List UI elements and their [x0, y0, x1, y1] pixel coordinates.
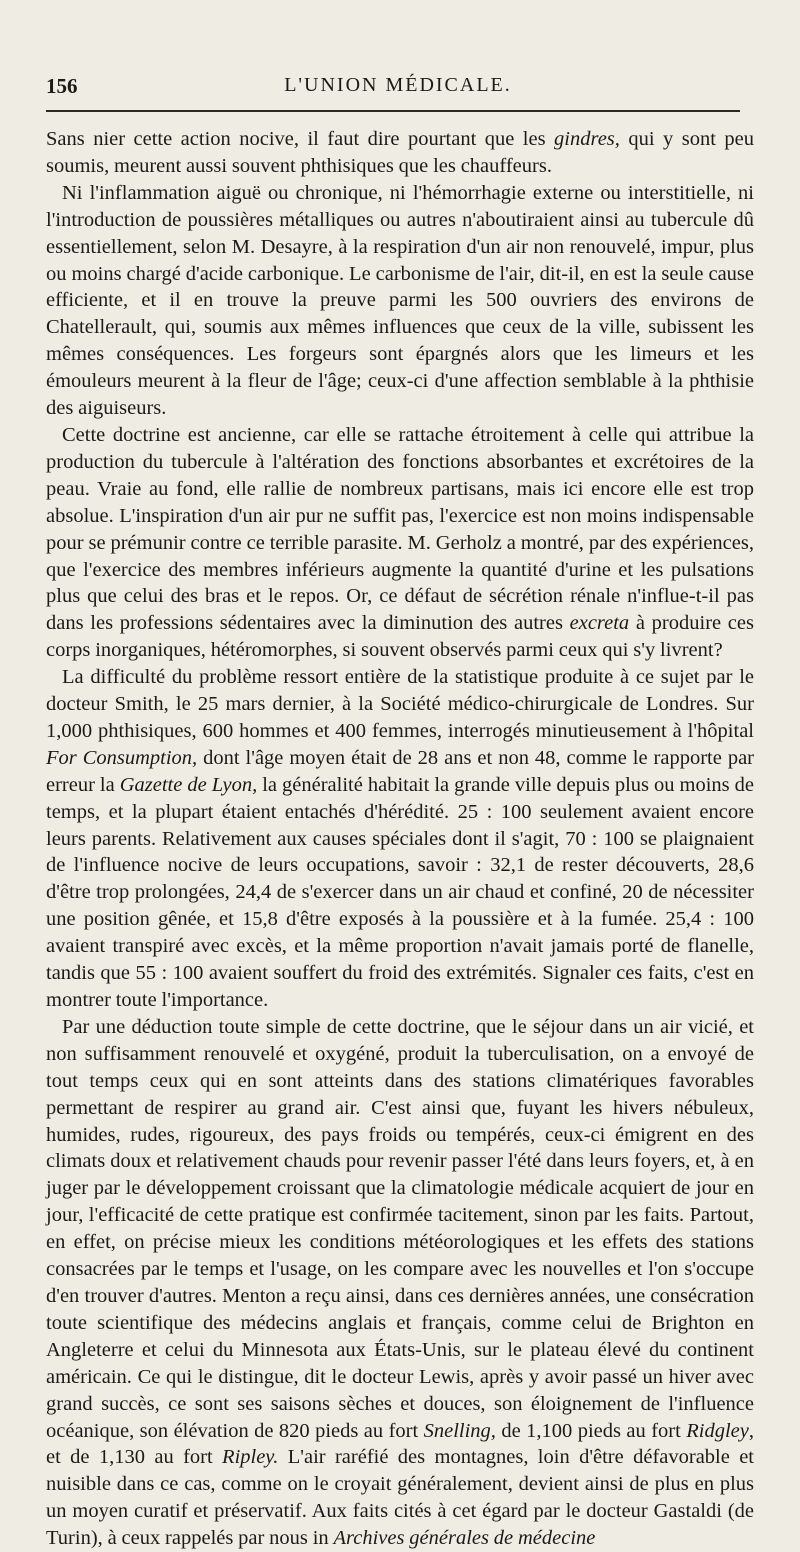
running-title: L'UNION MÉDICALE.	[284, 74, 512, 96]
text-run: Cette doctrine est ancienne, car elle se rattache étroitement à celle qui attribue la production du tubercule à l'altération des fonctions absorbantes et excrétoires de la peau. Vraie au fond, elle rallie de nombreux partisans, mais ici encore elle est trop absolue. L'inspiration d'un air pur ne suffit pas, l'exercice est non moins indispensable pour se prémunir contre ce terrible parasite. M. Gerholz a montré, par des expériences, que l'exercice des membres inférieurs augmente la quantité d'urine et les pulsations plus que celui des bras et le repos. Or, ce défaut de sécrétion rénale n'influe-t-il pas dans les professions sédentaires avec la diminution des autres	[46, 423, 754, 635]
italic-text: Snelling,	[423, 1419, 496, 1442]
body-text	[46, 126, 754, 1552]
italic-text: gindres,	[554, 128, 620, 150]
italic-text: excreta	[569, 612, 630, 635]
text-run: la généralité habitait la grande ville depuis plus ou moins de temps, et la plupart étaient entachés d'hérédité. 25 : 100 seulement avaient encore leurs parents. Relativement aux causes spéciales dont il s'agit, 70 : 100 se plaignaient de l'influence nocive de leurs occupations, savoir : 32,1 de rester découverts, 28,6 d'être trop prolongées, 24,4 de s'exercer dans un air chaud et confiné, 20 de nécessiter une position gênée, et 15,8 d'être exposés à la poussière et à la fumée. 25,4 : 100 avaient transpiré avec excès, et la même proportion n'avait jamais porté de flanelle, tandis que 55 : 100 avaient souffert du froid des extrémités. Signaler ces faits, c'est en montrer toute l'importance.	[46, 773, 755, 1011]
text-run: qui y sont peu soumis, meurent aussi souvent phthisiques que les chauffeurs.	[46, 128, 754, 177]
paragraph	[46, 126, 754, 180]
italic-text: Ripley.	[222, 1446, 279, 1469]
italic-text: For Consumption,	[46, 746, 198, 769]
page-number: 156	[46, 74, 78, 98]
paragraph	[46, 180, 754, 422]
italic-text: Archives générales de médecine	[333, 1527, 596, 1550]
header-rule	[46, 110, 740, 112]
paragraph	[46, 422, 754, 664]
text-run: Ni l'inflammation aiguë ou chronique, ni l'hémorrhagie externe ou interstitielle, ni l'introduction de poussières métalliques ou autres n'aboutiraient ainsi au tubercule dû essentiellement, selon M. Desayre, à la respiration d'un air non renouvelé, impur, plus ou moins chargé d'acide carbonique. Le carbonisme de l'air, dit-il, en est la seule cause efficiente, et il en trouve la preuve parmi les 500 ouvriers des environs de Chatellerault, qui, soumis aux mêmes influences que ceux de la ville, subissent les mêmes conséquences. Les forgeurs sont épargnés alors que les limeurs et les émouleurs meurent à la fleur de l'âge; ceux-ci d'une affection semblable à la phthisie des aiguiseurs.	[46, 181, 754, 420]
italic-text: Gazette de Lyon,	[119, 773, 258, 796]
text-run: dont l'âge moyen était de 28 ans et non 48, comme le rapporte par erreur la	[46, 746, 754, 796]
paragraph	[46, 664, 754, 1014]
italic-text: Ridgley	[686, 1419, 749, 1442]
text-run: Par une déduction toute simple de cette doctrine, que le séjour dans un air vicié, et non suffisamment renouvelé et oxygéné, produit la tuberculisation, on a envoyé de tout temps ceux qui en sont atteints dans des stations climatériques favorables permettant de respirer au grand air. C'est ainsi que, fuyant les hivers nébuleux, humides, rudes, rigoureux, des pays froids ou tempérés, ceux-ci émigrent en des climats doux et relativement chauds pour revenir passer l'été dans leurs foyers, et, à en juger par le développement croissant que la climatologie médicale acquiert de jour en jour, l'efficacité de cette pratique est confirmée tacitement, sinon par les faits. Partout, en effet, on précise mieux les conditions météorologiques et les effets des stations consacrées par le temps et l'usage, on les compare avec les nouvelles et l'on s'occupe d'en trouver d'autres. Menton a reçu ainsi, dans ces dernières années, une consécration toute scientifique des médecins anglais et français, comme celui de Brighton en Angleterre et celui du Minnesota aux États-Unis, sur le plateau élevé du continent américain. Ce qui le distingue, dit le docteur Lewis, après y avoir passé un hiver avec grand succès, ce sont ses saisons sèches et douces, son éloignement de l'influence océanique, son élévation de 820 pieds au fort	[46, 1015, 754, 1442]
paragraph	[46, 1014, 754, 1552]
text-run: L'air raréfié des montagnes, loin d'être défavorable et nuisible dans ce cas, comme on le croyait généralement, devient ainsi de plus en plus un moyen curatif et préservatif. Aux faits cités à cet égard par le docteur Gastaldi (de Turin), à ceux rappelés par nous in	[46, 1446, 754, 1550]
text-run: à produire ces corps inorganiques, hétéromorphes, si souvent observés parmi ceux qui s'y livrent?	[46, 612, 754, 662]
text-run: La difficulté du problème ressort entière de la statistique produite à ce sujet par le docteur Smith, le 25 mars dernier, à la Société médico-chirurgicale de Londres. Sur 1,000 phthisiques, 600 hommes et 400 femmes, interrogés minutieusement à l'hôpital	[46, 666, 754, 742]
text-run: Sans nier cette action nocive, il faut dire pourtant que les	[46, 128, 555, 150]
text-run: de 1,100 pieds au fort	[495, 1419, 687, 1442]
page-header	[46, 74, 750, 104]
text-run: , et de 1,130 au fort	[46, 1419, 754, 1469]
